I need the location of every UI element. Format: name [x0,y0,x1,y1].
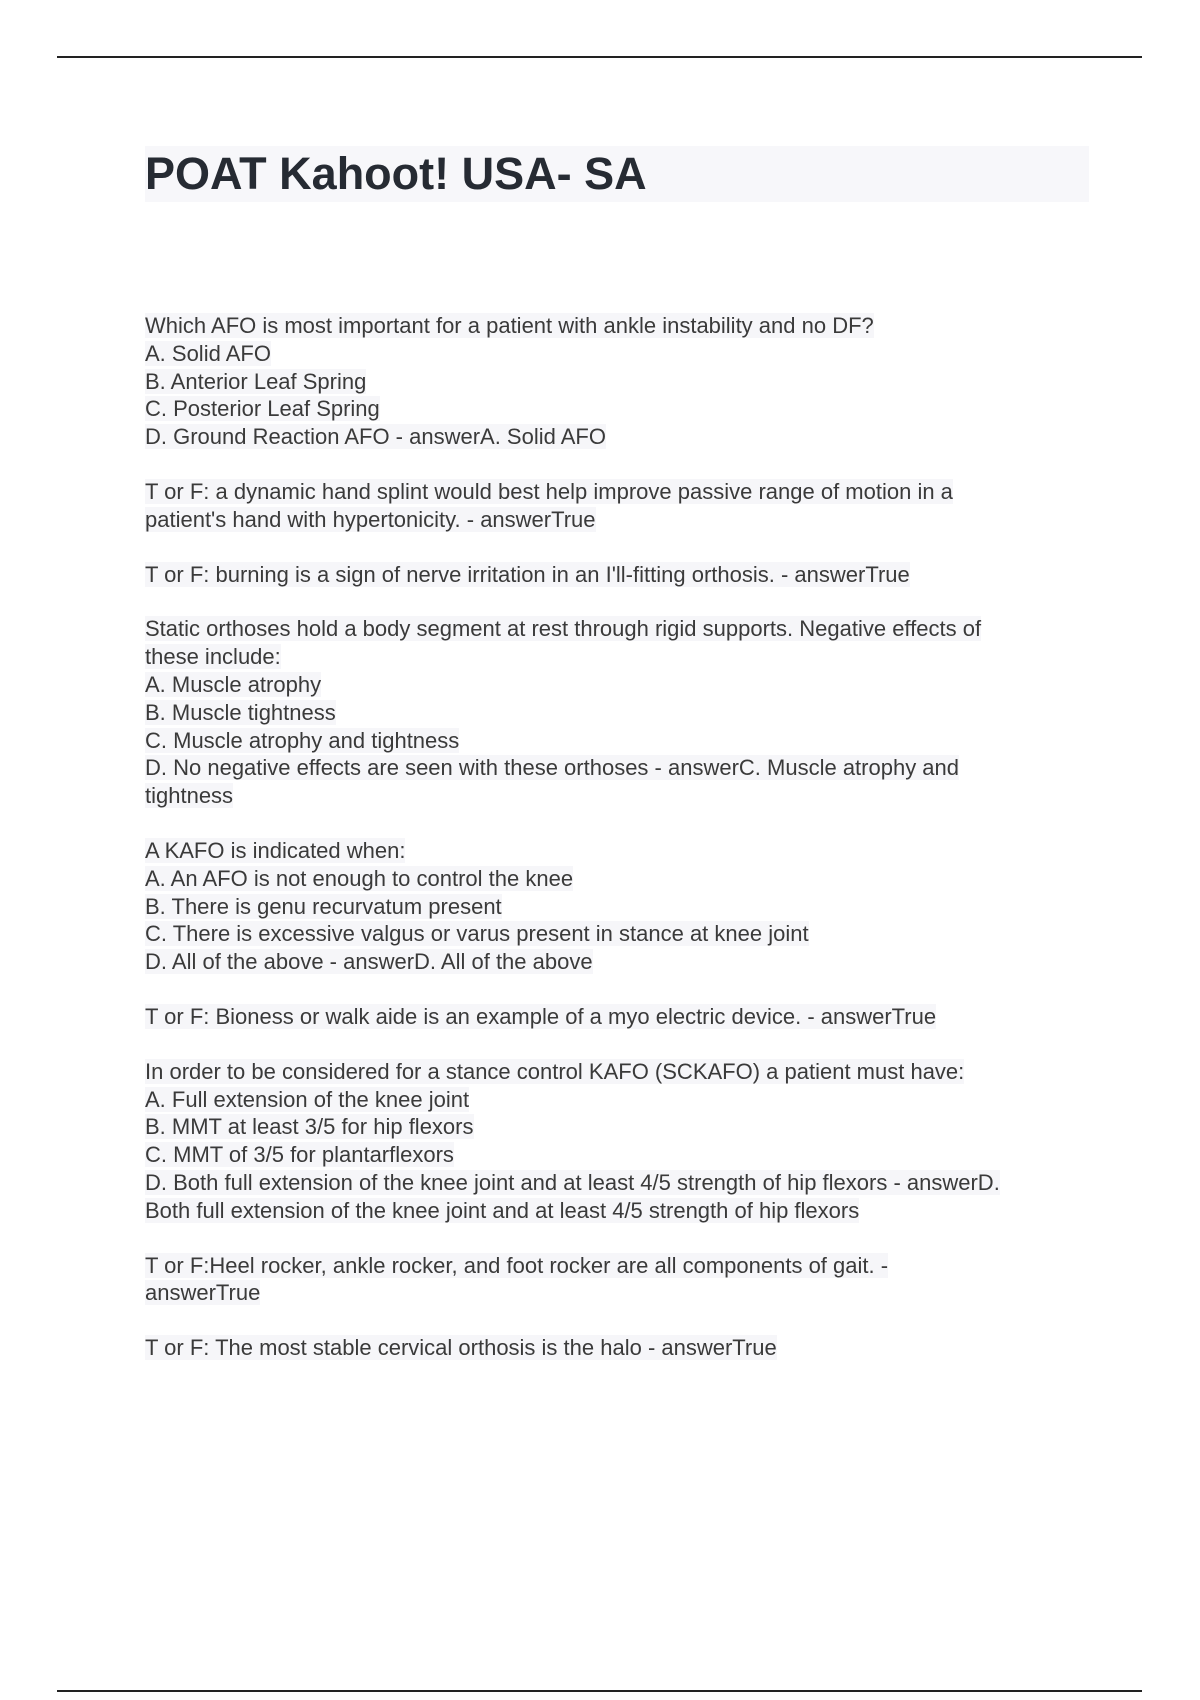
answer-option: C. Muscle atrophy and tightness [145,727,460,753]
question-block-1 [145,312,1095,451]
question-block-9 [145,1334,1095,1362]
answer-option: D. No negative effects are seen with these orthoses - answerC. Muscle atrophy and [145,755,960,781]
answer-option: B. MMT at least 3/5 for hip flexors [145,1114,474,1140]
question-line: A KAFO is indicated when: [145,837,406,863]
answer-option: D. All of the above - answerD. All of the above [145,949,593,975]
answer-option: C. There is excessive valgus or varus present in stance at knee joint [145,921,809,947]
question-block-2 [145,478,1095,534]
answer-option: A. An AFO is not enough to control the knee [145,865,574,891]
question-block-5 [145,837,1095,976]
question-line: T or F: burning is a sign of nerve irritation in an I'll-fitting orthosis. - answerTrue [145,561,910,587]
question-block-8 [145,1252,1095,1308]
answer-option: A. Full extension of the knee joint [145,1086,470,1112]
bottom-rule [57,1690,1142,1692]
question-line: patient's hand with hypertonicity. - answerTrue [145,506,596,532]
answer-option: B. Anterior Leaf Spring [145,368,367,394]
question-line: T or F: The most stable cervical orthosis is the halo - answerTrue [145,1335,777,1361]
answer-option: D. Both full extension of the knee joint and at least 4/5 strength of hip flexors - answerD. [145,1169,1000,1195]
question-block-7 [145,1058,1095,1225]
question-line: In order to be considered for a stance control KAFO (SCKAFO) a patient must have: [145,1058,965,1084]
question-line: Static orthoses hold a body segment at rest through rigid supports. Negative effects of [145,616,982,642]
answer-option: D. Ground Reaction AFO - answerA. Solid AFO [145,424,606,450]
question-line: Which AFO is most important for a patient with ankle instability and no DF? [145,313,874,338]
question-block-4 [145,615,1095,810]
question-block-6 [145,1003,1095,1031]
answer-option: C. Posterior Leaf Spring [145,396,380,422]
question-line: these include: [145,644,281,670]
question-list [145,312,1095,1389]
document-title: POAT Kahoot! USA- SA [145,148,647,199]
question-line: answerTrue [145,1280,261,1306]
question-line: T or F:Heel rocker, ankle rocker, and foot rocker are all components of gait. - [145,1252,889,1278]
answer-option: A. Solid AFO [145,340,271,366]
answer-option: B. Muscle tightness [145,699,336,725]
top-rule [57,56,1142,58]
answer-option: C. MMT of 3/5 for plantarflexors [145,1142,454,1168]
answer-option: Both full extension of the knee joint and at least 4/5 strength of hip flexors [145,1197,860,1223]
answer-option: A. Muscle atrophy [145,671,322,697]
question-block-3 [145,561,1095,589]
answer-option: tightness [145,783,234,809]
question-line: T or F: a dynamic hand splint would best help improve passive range of motion in a [145,478,953,504]
question-line: T or F: Bioness or walk aide is an example of a myo electric device. - answerTrue [145,1003,937,1029]
answer-option: B. There is genu recurvatum present [145,893,502,919]
